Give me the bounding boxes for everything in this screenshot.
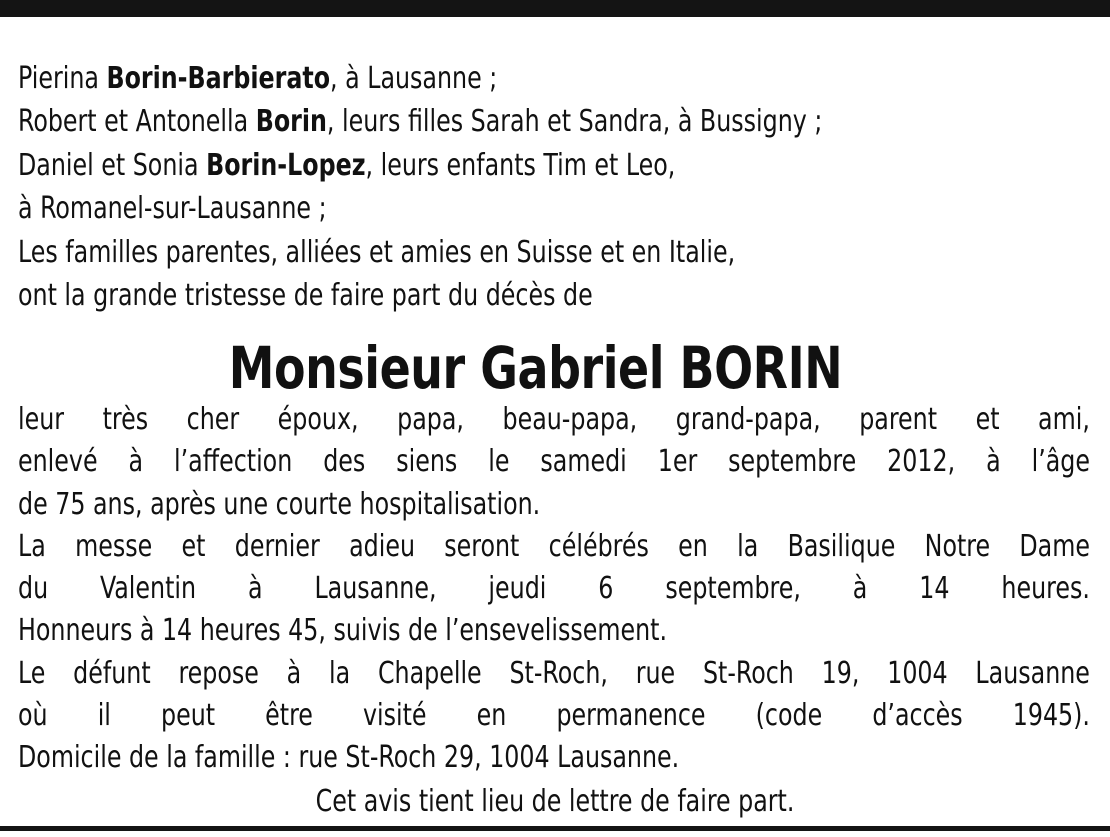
body-word: défunt (73, 655, 151, 691)
body-word: septembre, (665, 571, 801, 607)
top-border-rule (0, 0, 1110, 17)
body-word: à (128, 444, 144, 480)
body-word: St-Roch, (509, 655, 608, 691)
body-word: l’âge (1031, 444, 1090, 480)
body-word: le (488, 444, 510, 480)
body-word: 14 (919, 571, 950, 607)
body-word: du (18, 571, 49, 607)
body-word: heures. (1001, 571, 1090, 607)
body-word: beau-papa, (502, 402, 638, 437)
notice-body (18, 399, 1090, 780)
family-line-text: Daniel et Sonia (18, 147, 207, 183)
body-word: (code (755, 698, 823, 734)
body-word: époux, (277, 402, 359, 437)
body-word: seront (444, 528, 520, 564)
bottom-border-rule (0, 826, 1110, 831)
body-line (18, 737, 1090, 779)
body-word: permanence (556, 698, 706, 734)
body-word: Dame (1019, 528, 1090, 564)
body-word: Honneurs à 14 heures 45, suivis de l’ensevelissement. (18, 613, 667, 649)
body-word: jeudi (488, 571, 547, 607)
body-word: Lausanne, (314, 571, 437, 607)
body-word: à (247, 571, 263, 607)
body-word: repose (178, 655, 259, 691)
family-line (18, 274, 961, 317)
body-word: célébrés (548, 528, 649, 564)
family-surname: Borin-Lopez (206, 147, 366, 183)
family-line-text: Pierina (18, 61, 107, 96)
body-line (18, 484, 1090, 526)
body-word: et (975, 402, 1000, 437)
body-word: à (986, 444, 1001, 480)
family-list (18, 57, 961, 317)
family-line (18, 144, 961, 187)
family-line-text: ont la grande tristesse de faire part du décès de (18, 278, 593, 314)
body-word: Domicile de la famille : rue St-Roch 29, 1004 Lausanne. (18, 740, 680, 776)
family-surname: Borin (255, 104, 327, 140)
body-word: être (265, 698, 313, 734)
body-word: cher (186, 402, 240, 437)
body-line (18, 568, 1090, 610)
body-word: il (97, 698, 111, 734)
family-line-text: , leurs enfants Tim et Leo, (365, 147, 676, 183)
body-word: des (323, 444, 366, 480)
family-line-text: Les familles parentes, alliées et amies en Suisse et en Italie, (18, 234, 736, 270)
body-word: leur (18, 402, 65, 437)
family-line-text: , à Lausanne ; (330, 61, 498, 96)
body-word: d’accès (872, 698, 963, 734)
body-word: très (102, 402, 149, 437)
body-word: 1004 (887, 655, 948, 691)
closing-line (0, 781, 1110, 823)
body-word: 19, (821, 655, 860, 691)
body-word: peut (161, 698, 216, 734)
family-line (18, 231, 961, 274)
body-word: 2012, (887, 444, 956, 480)
body-word: visité (363, 698, 427, 734)
body-word: l’affection (174, 444, 293, 480)
body-word: septembre (728, 444, 857, 480)
body-line (18, 695, 1090, 737)
body-word: 6 (598, 571, 614, 607)
family-surname: Borin-Barbierato (106, 61, 331, 96)
body-word: Le (18, 655, 46, 691)
body-word: en (476, 698, 507, 734)
body-word: en (678, 528, 708, 564)
closing-text: Cet avis tient lieu de lettre de faire part. (315, 784, 795, 819)
body-word: St-Roch (702, 655, 794, 691)
body-word: ami, (1038, 402, 1090, 437)
body-word: à (852, 571, 868, 607)
body-word: rue (635, 655, 676, 691)
family-line (18, 100, 961, 143)
body-word: parent (859, 402, 938, 437)
body-line (18, 653, 1090, 695)
body-line (18, 526, 1090, 568)
body-word: et (181, 528, 206, 564)
body-word: siens (396, 444, 458, 480)
body-line (18, 610, 1090, 652)
body-word: où (18, 698, 48, 734)
body-word: messe (75, 528, 153, 564)
body-word: 1945). (1012, 698, 1090, 734)
body-word: Lausanne (975, 655, 1090, 691)
body-word: Notre (924, 528, 991, 564)
body-word: de 75 ans, après une courte hospitalisation. (18, 486, 541, 522)
body-word: la (737, 528, 759, 564)
family-line-text: à Romanel-sur-Lausanne ; (18, 191, 327, 227)
body-word: samedi (540, 444, 627, 480)
body-word: adieu (349, 528, 416, 564)
body-word: dernier (234, 528, 320, 564)
body-word: Valentin (100, 571, 197, 607)
body-word: à (286, 655, 302, 691)
family-line (18, 187, 961, 230)
body-line (18, 399, 1090, 441)
body-word: Basilique (787, 528, 896, 564)
family-line-text: , leurs filles Sarah et Sandra, à Bussigny ; (326, 104, 823, 140)
body-word: grand-papa, (675, 402, 821, 437)
body-word: 1er (657, 444, 698, 480)
deceased-name: Monsieur Gabriel BORIN (228, 334, 843, 402)
family-line-text: Robert et Antonella (18, 104, 256, 140)
family-line (18, 57, 961, 100)
body-word: Chapelle (377, 655, 482, 691)
body-word: La (18, 528, 46, 564)
body-line (18, 441, 1090, 483)
body-word: enlevé (18, 444, 98, 480)
body-word: la (328, 655, 351, 691)
body-word: papa, (397, 402, 464, 437)
